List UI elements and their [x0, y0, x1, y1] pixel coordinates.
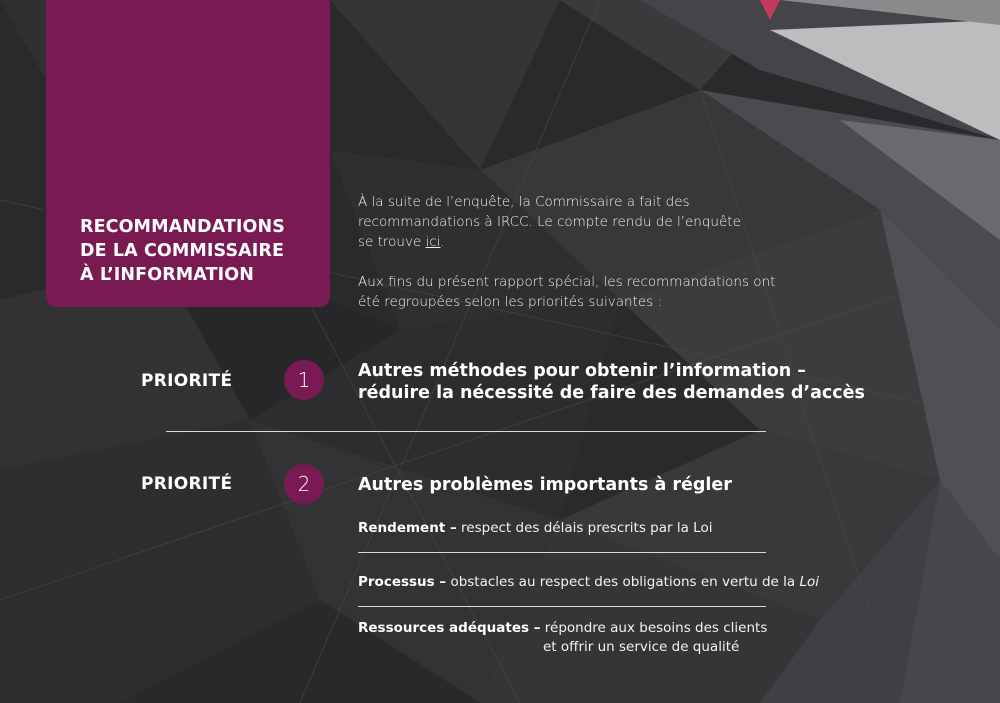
priority-label: PRIORITÉ — [141, 371, 233, 391]
priority-label: PRIORITÉ — [141, 474, 233, 494]
item-description: répondre aux besoins des clients — [540, 620, 768, 636]
item-separator: – — [445, 520, 457, 536]
priority-title — [358, 474, 732, 496]
priority-number-badge: 2 — [284, 464, 324, 504]
heading-panel — [46, 0, 330, 307]
divider — [358, 552, 766, 553]
intro-line: recommandations à IRCC. Le compte rendu de l’enquête — [358, 214, 741, 230]
item-term: Ressources adéquates — [358, 620, 530, 636]
intro-text-segment: se trouve — [358, 234, 426, 250]
item-description-italic: Loi — [799, 574, 819, 590]
item-term: Processus — [358, 574, 435, 590]
report-link[interactable]: ici — [425, 234, 441, 250]
intro-text — [358, 192, 828, 332]
page-title — [80, 215, 285, 287]
priority-number-badge: 1 — [284, 360, 324, 400]
intro-line: À la suite de l’enquête, la Commissaire a fait des — [358, 194, 690, 210]
intro-line: été regroupées selon les priorités suivantes : — [358, 294, 662, 310]
intro-paragraph — [358, 272, 828, 312]
divider — [358, 606, 766, 607]
intro-paragraph — [358, 192, 828, 252]
priority-title-line: Autres problèmes importants à régler — [358, 475, 732, 495]
item-description: respect des délais prescrits par la Loi — [456, 520, 713, 536]
item-separator: – — [529, 620, 541, 636]
item-description-continued: et offrir un service de qualité — [543, 639, 740, 655]
priority-title-line: réduire la nécessité de faire des demandes d’accès — [358, 383, 865, 403]
page-title-line: RECOMMANDATIONS — [80, 217, 285, 237]
page-title-line: DE LA COMMISSAIRE — [80, 241, 285, 261]
priority-title-line: Autres méthodes pour obtenir l’information – — [358, 361, 807, 381]
item-term: Rendement — [358, 520, 446, 536]
priority-item — [358, 573, 819, 592]
priority-item — [358, 519, 712, 538]
item-description: obstacles au respect des obligations en vertu de la — [446, 574, 800, 590]
intro-line: Aux fins du présent rapport spécial, les recommandations ont — [358, 274, 776, 290]
item-separator: – — [434, 574, 447, 590]
intro-text-segment: . — [440, 234, 445, 250]
intro-line — [358, 232, 828, 252]
page-title-line: À L’INFORMATION — [80, 265, 254, 285]
priority-item — [358, 619, 767, 657]
priority-title — [358, 360, 865, 404]
divider — [166, 431, 766, 432]
